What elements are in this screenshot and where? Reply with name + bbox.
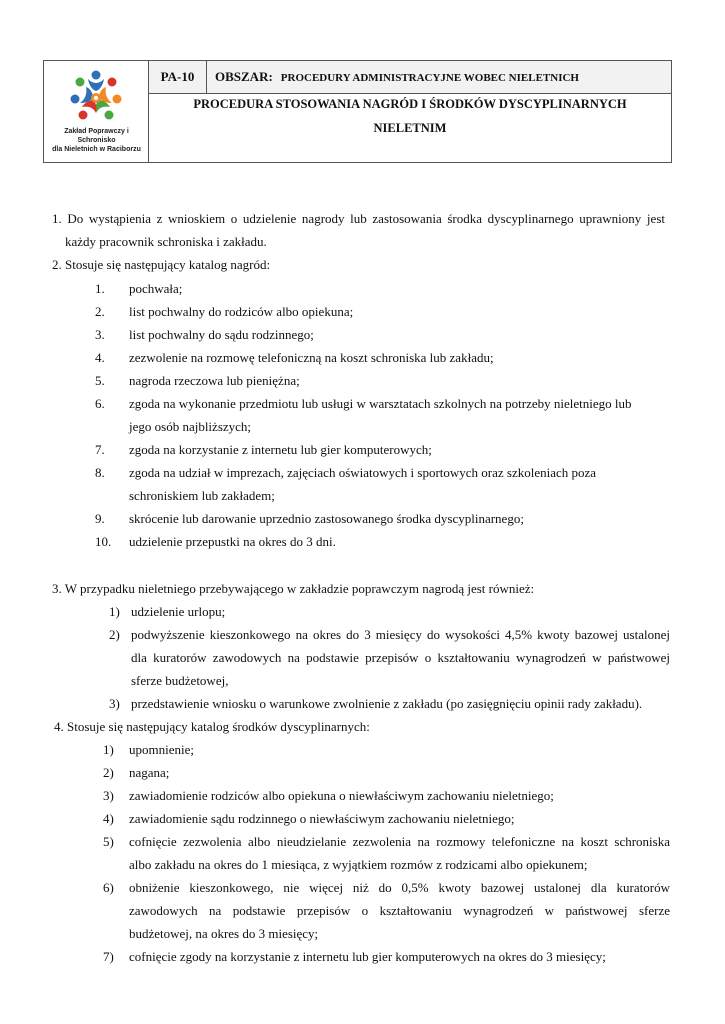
procedure-title-line2: NIELETNIM <box>373 121 447 135</box>
list-item: cofnięcie zgody na korzystanie z internetu lub gier komputerowych na okres do 3 miesięcy; <box>129 949 606 964</box>
area-cell <box>207 61 671 94</box>
list-item-number: 5. <box>95 373 105 388</box>
section1-line1: 1. Do wystąpienia z wnioskiem o udzielenie nagrody lub zastosowania środka dyscyplinarnego uprawniony jest <box>52 211 665 226</box>
section3-heading: 3. W przypadku nieletniego przebywającego w zakładzie poprawczym nagrodą jest również: <box>52 581 535 596</box>
list-item-number: 4. <box>95 350 105 365</box>
list-item-continuation: sferze budżetowej, <box>131 673 229 688</box>
list-item: skrócenie lub darowanie uprzednio zastosowanego środka dyscyplinarnego; <box>129 511 524 526</box>
list-item: zgoda na korzystanie z internetu lub gier komputerowych; <box>129 442 432 457</box>
area-value: PROCEDURY ADMINISTRACYJNE WOBEC NIELETNICH <box>280 72 579 84</box>
list-item-number: 5) <box>103 834 114 849</box>
list-item: nagana; <box>129 765 170 780</box>
section1-line2: każdy pracownik schroniska i zakładu. <box>65 234 267 249</box>
list-item: zgoda na wykonanie przedmiotu lub usługi w warsztatach szkolnych na potrzeby nieletniego lub <box>129 396 632 411</box>
list-item: pochwała; <box>129 281 183 296</box>
list-item-number: 10. <box>95 534 112 549</box>
list-item: list pochwalny do sądu rodzinnego; <box>129 327 314 342</box>
list-item-number: 1. <box>95 281 105 296</box>
institution-logo-icon <box>66 69 126 125</box>
list-item-number: 2. <box>95 304 105 319</box>
area-label: OBSZAR: <box>215 69 273 84</box>
logo-caption-line1: Zakład Poprawczy i Schronisko <box>64 128 129 144</box>
section2-heading: 2. Stosuje się następujący katalog nagród: <box>52 257 271 272</box>
list-item-continuation: jego osób najbliższych; <box>129 419 252 434</box>
list-item: przedstawienie wniosku o warunkowe zwolnienie z zakładu (po zasięgnięciu opinii rady zakładu). <box>131 696 643 711</box>
document-header <box>43 60 672 163</box>
list-item: upomnienie; <box>129 742 194 757</box>
procedure-title-line1: PROCEDURA STOSOWANIA NAGRÓD I ŚRODKÓW DYSCYPLINARNYCH <box>193 97 627 111</box>
list-item-number: 3) <box>103 788 114 803</box>
list-item-number: 1) <box>103 742 114 757</box>
list-item-number: 3. <box>95 327 105 342</box>
list-item-number: 7) <box>103 949 114 964</box>
list-item-number: 4) <box>103 811 114 826</box>
list-item-continuation: zawodowych na podstawie przepisów o kształtowaniu wynagrodzeń w państwowej sferze <box>129 903 670 918</box>
list-item-number: 7. <box>95 442 105 457</box>
list-item-continuation: albo zakładu na okres do 1 miesiąca, z wyjątkiem rozmów z rodzicami albo opiekunem; <box>129 857 588 872</box>
list-item-continuation: dla kuratorów zawodowych na podstawie przepisów o kształtowaniu wynagrodzeń w państwowej <box>131 650 670 665</box>
list-item-number: 8. <box>95 465 105 480</box>
list-item-number: 6. <box>95 396 105 411</box>
list-item: nagroda rzeczowa lub pieniężna; <box>129 373 300 388</box>
list-item-number: 2) <box>109 627 120 642</box>
logo-caption <box>46 127 147 154</box>
list-item-number: 3) <box>109 696 120 711</box>
list-item: list pochwalny do rodziców albo opiekuna; <box>129 304 354 319</box>
procedure-code: PA-10 <box>149 61 207 94</box>
list-item: cofnięcie zezwolenia albo nieudzielanie zezwolenia na rozmowy telefoniczne na koszt schroniska <box>129 834 670 849</box>
list-item-number: 9. <box>95 511 105 526</box>
list-item: obniżenie kieszonkowego, nie więcej niż do 0,5% kwoty bazowej ustalonej dla kuratorów <box>129 880 670 895</box>
list-item: zgoda na udział w imprezach, zajęciach oświatowych i sportowych oraz szkoleniach poza <box>129 465 597 480</box>
logo-cell <box>44 61 149 162</box>
list-item: zawiadomienie sądu rodzinnego o niewłaściwym zachowaniu nieletniego; <box>129 811 515 826</box>
procedure-title <box>149 94 671 162</box>
list-item: udzielenie urlopu; <box>131 604 226 619</box>
list-item-number: 6) <box>103 880 114 895</box>
list-item: zawiadomienie rodziców albo opiekuna o niewłaściwym zachowaniu nieletniego; <box>129 788 554 803</box>
section4-heading: 4. Stosuje się następujący katalog środków dyscyplinarnych: <box>54 719 370 734</box>
logo-caption-line2: dla Nieletnich w Raciborzu <box>52 146 141 153</box>
list-item-continuation: schroniskiem lub zakładem; <box>129 488 275 503</box>
list-item-continuation: budżetowej, na okres do 3 miesięcy; <box>129 926 319 941</box>
list-item-number: 1) <box>109 604 120 619</box>
list-item: udzielenie przepustki na okres do 3 dni. <box>129 534 336 549</box>
list-item-number: 2) <box>103 765 114 780</box>
list-item: podwyższenie kieszonkowego na okres do 3 miesięcy do wysokości 4,5% kwoty bazowej ustalonej <box>131 627 670 642</box>
list-item: zezwolenie na rozmowę telefoniczną na koszt schroniska lub zakładu; <box>129 350 494 365</box>
